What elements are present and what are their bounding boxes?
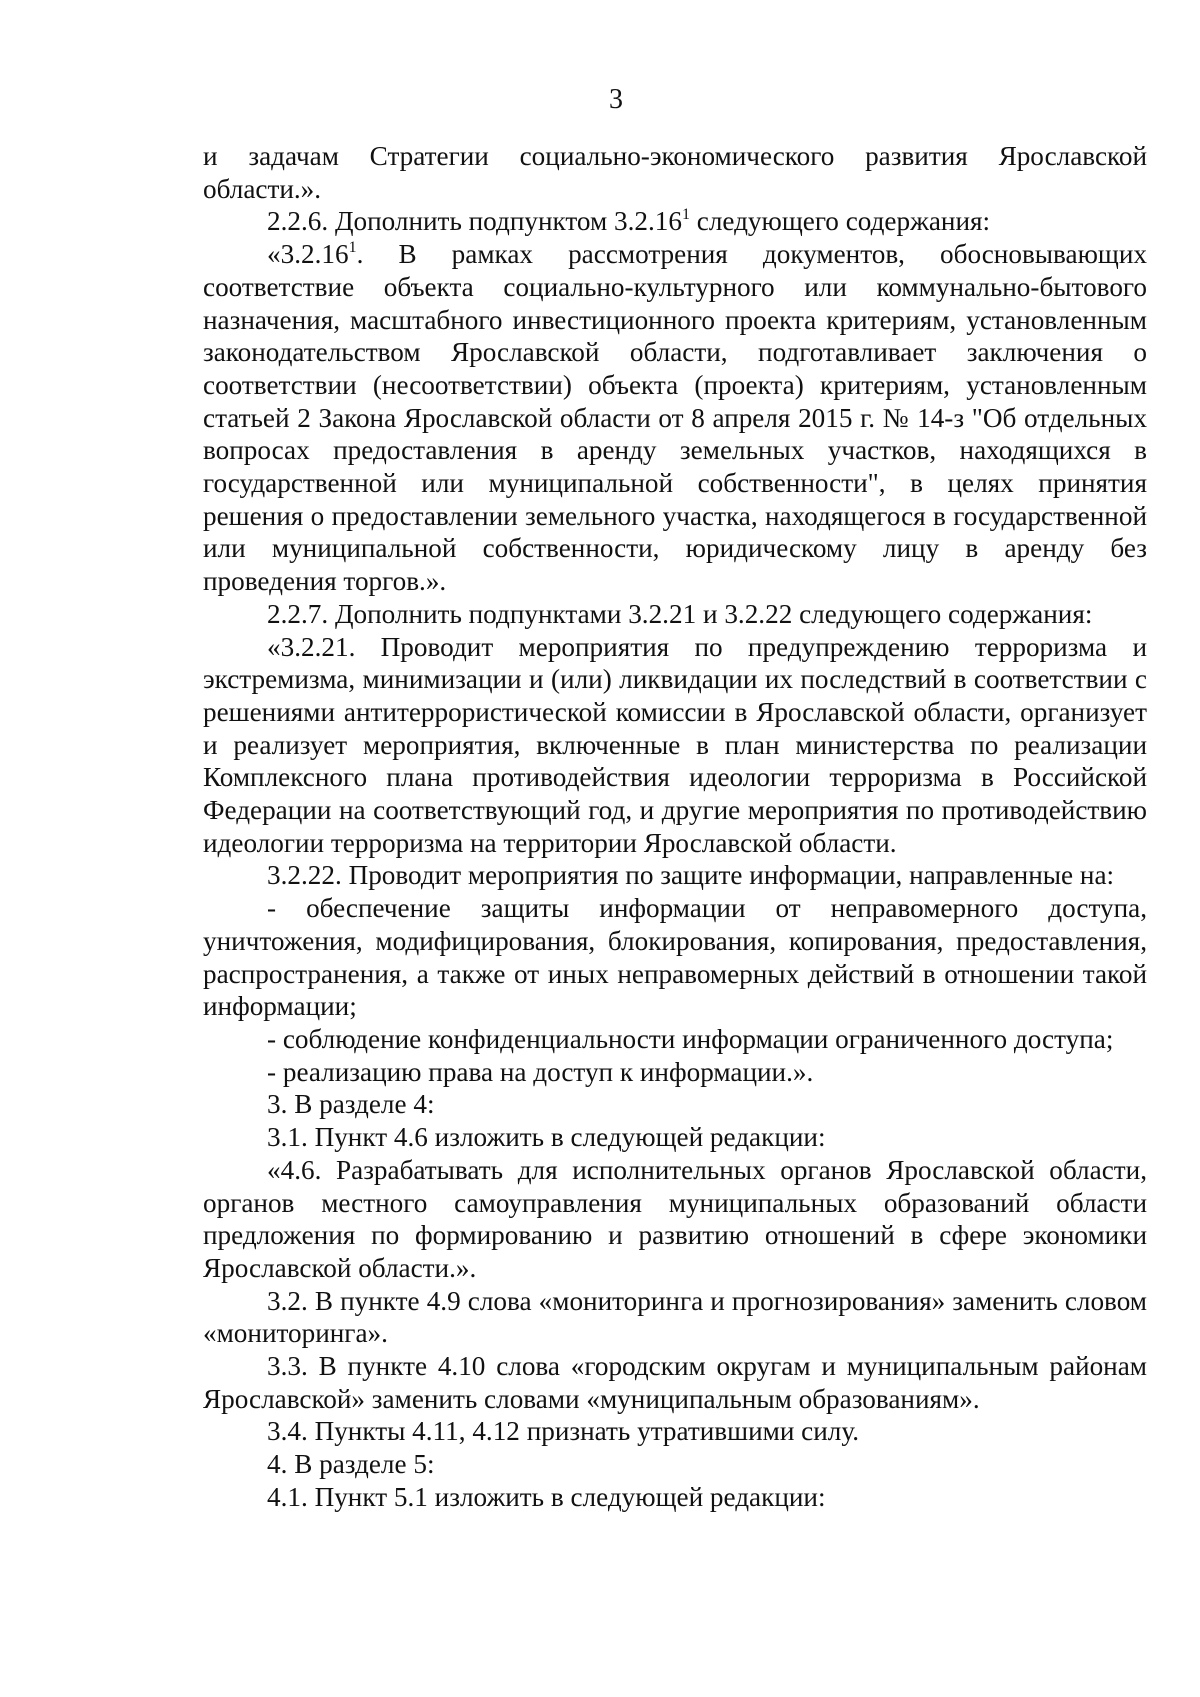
paragraph-text: «3.2.16 bbox=[267, 239, 349, 270]
page-number: 3 bbox=[609, 84, 623, 115]
paragraph: 3.3. В пункте 4.10 слова «городским округам и муниципальным районам Ярославской» заменить словами «муниципальным образованиям». bbox=[203, 1351, 1147, 1414]
paragraph bbox=[203, 205, 1147, 238]
paragraph: 3.2.22. Проводит мероприятия по защите информации, направленные на: bbox=[267, 860, 1115, 891]
paragraph: 3. В разделе 4: bbox=[267, 1089, 435, 1120]
paragraph: 3.2. В пункте 4.9 слова «мониторинга и прогнозирования» заменить словом «мониторинга». bbox=[203, 1285, 1147, 1349]
paragraph: и задачам Стратегии социально-экономического развития Ярославской области.». bbox=[203, 141, 1147, 204]
paragraph bbox=[203, 238, 1147, 598]
paragraph-text: следующего содержания: bbox=[689, 206, 991, 237]
paragraph: 4. В разделе 5: bbox=[267, 1449, 435, 1480]
list-item: - обеспечение защиты информации от неправомерного доступа, уничтожения, модифицирования, блокирования, копирования, предоставления, распространения, а также от иных неправомерных действий в отношении такой информации; bbox=[203, 893, 1147, 1022]
superscript: 1 bbox=[348, 239, 357, 257]
superscript: 1 bbox=[681, 206, 690, 224]
paragraph-text: . В рамках рассмотрения документов, обосновывающих соответствие объекта социально-культурного или коммунально-бытового назначения, масштабного инвестиционного проекта критериям, установленным законодательством Ярославской области, подготавливает заключения о соответствии (несоответствии) объекта (проекта) критериям, установленным статьей 2 Закона Ярославской области от 8 апреля 2015 г. № 14-з "Об отдельных вопросах предоставления в аренду земельных участков, находящихся в государственной или муниципальной собственности", в целях принятия решения о предоставлении земельного участка, находящегося в государственной или муниципальной собственности, юридическому лицу в аренду без проведения торгов.». bbox=[203, 239, 1147, 597]
document-body bbox=[203, 140, 1147, 1514]
paragraph-text: 2.2.6. Дополнить подпунктом 3.2.16 bbox=[267, 206, 682, 237]
paragraph: «4.6. Разрабатывать для исполнительных органов Ярославской области, органов местного самоуправления муниципальных образований области предложения по формированию и развитию отношений в сфере экономики Ярославской области.». bbox=[203, 1154, 1147, 1283]
paragraph: 3.1. Пункт 4.6 изложить в следующей редакции: bbox=[267, 1122, 826, 1153]
paragraph: 3.4. Пункты 4.11, 4.12 признать утратившими силу. bbox=[267, 1416, 860, 1447]
paragraph: «3.2.21. Проводит мероприятия по предупреждению терроризма и экстремизма, минимизации и (или) ликвидации их последствий в соответствии с решениями антитеррористической комиссии в Ярославской области, организует и реализует мероприятия, включенные в план министерства по реализации Комплексного плана противодействия идеологии терроризма в Российской Федерации на соответствующий год, и другие мероприятия по противодействию идеологии терроризма на территории Ярославской области. bbox=[203, 631, 1147, 858]
paragraph: 4.1. Пункт 5.1 изложить в следующей редакции: bbox=[267, 1481, 826, 1512]
list-item: - соблюдение конфиденциальности информации ограниченного доступа; bbox=[267, 1023, 1114, 1054]
list-item: - реализацию права на доступ к информации.». bbox=[267, 1056, 814, 1087]
paragraph: 2.2.7. Дополнить подпунктами 3.2.21 и 3.2.22 следующего содержания: bbox=[267, 598, 1093, 629]
